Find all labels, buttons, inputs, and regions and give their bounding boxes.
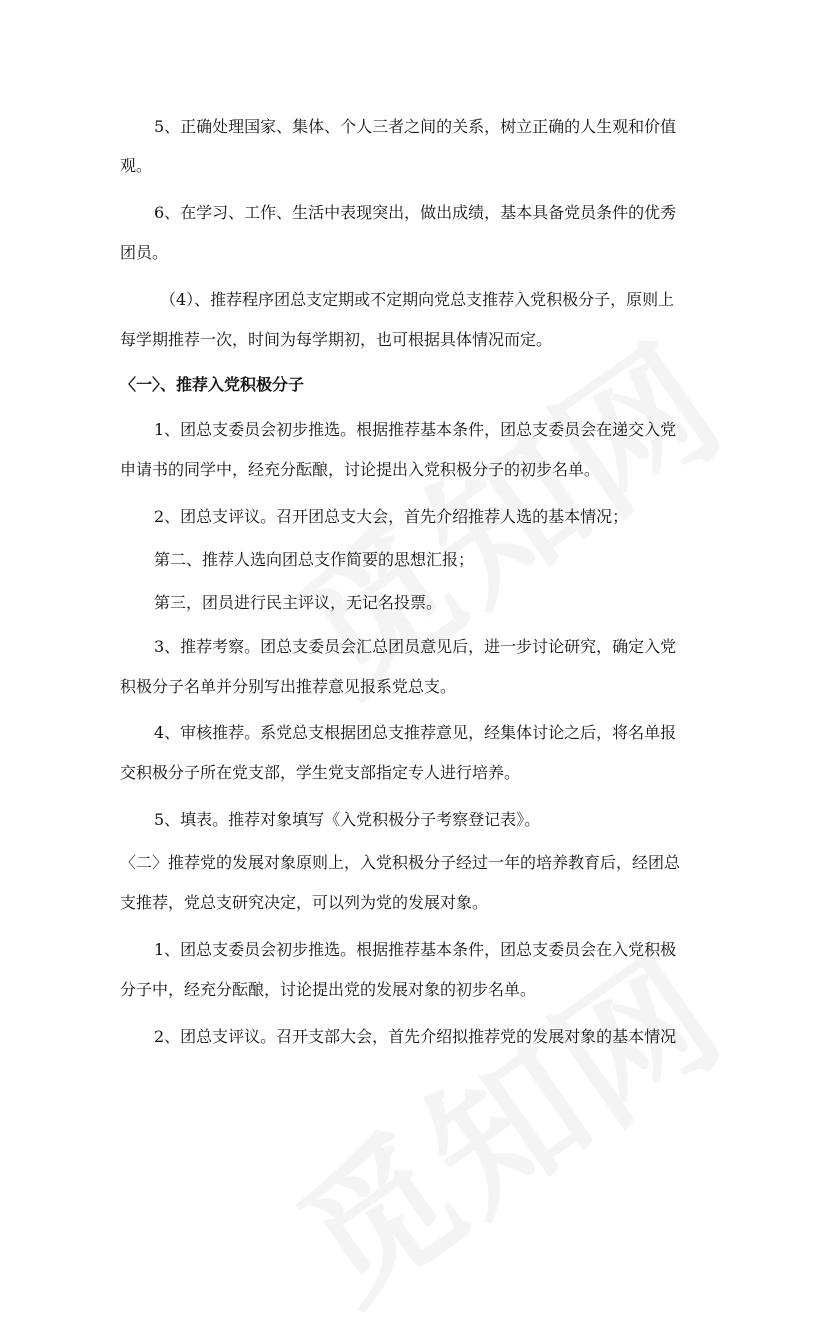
paragraph-line: 分子中，经充分酝酿，讨论提出党的发展对象的初步名单。 bbox=[120, 980, 537, 999]
paragraph-line: 2、团总支评议。召开支部大会，首先介绍拟推荐党的发展对象的基本情况 bbox=[154, 1027, 677, 1046]
section-heading: 〈一〉、推荐入党积极分子 bbox=[120, 375, 305, 394]
paragraph-line: 交积极分子所在党支部，学生党支部指定专人进行培养。 bbox=[120, 763, 521, 782]
paragraph-line: 支推荐，党总支研究决定，可以列为党的发展对象。 bbox=[120, 893, 489, 912]
paragraph-line: 5、填表。推荐对象填写《入党积极分子考察登记表》。 bbox=[154, 810, 541, 829]
paragraph-line: 5、正确处理国家、集体、个人三者之间的关系，树立正确的人生观和价值 bbox=[154, 117, 677, 136]
paragraph-line: 积极分子名单并分别写出推荐意见报系党总支。 bbox=[120, 677, 457, 696]
paragraph-line: 每学期推荐一次，时间为每学期初，也可根据具体情况而定。 bbox=[120, 330, 553, 349]
paragraph-line: 6、在学习、工作、生活中表现突出，做出成绩，基本具备党员条件的优秀 bbox=[154, 203, 677, 222]
paragraph-line: 4、审核推荐。系党总支根据团总支推荐意见，经集体讨论之后，将名单报 bbox=[154, 723, 677, 742]
paragraph-line: 观。 bbox=[120, 156, 153, 175]
paragraph-line: 3、推荐考察。团总支委员会汇总团员意见后，进一步讨论研究，确定入党 bbox=[154, 637, 677, 656]
paragraph-line: 申请书的同学中，经充分酝酿，讨论提出入党积极分子的初步名单。 bbox=[120, 460, 601, 479]
paragraph-line: 2、团总支评议。召开团总支大会，首先介绍推荐人选的基本情况； bbox=[154, 507, 629, 526]
section-heading: 〈二〉推荐党的发展对象原则上，入党积极分子经过一年的培养教育后，经团总 bbox=[120, 853, 681, 872]
paragraph-line: 第二、推荐人选向团总支作简要的思想汇报； bbox=[154, 550, 475, 569]
paragraph-line: 第三，团员进行民主评议，无记名投票。 bbox=[154, 593, 443, 612]
paragraph-line: 1、团总支委员会初步推选。根据推荐基本条件，团总支委员会在递交入党 bbox=[154, 420, 677, 439]
paragraph-line: 团员。 bbox=[120, 243, 169, 262]
paragraph-line: 1、团总支委员会初步推选。根据推荐基本条件，团总支委员会在入党积极 bbox=[154, 940, 677, 959]
paragraph-line: （4）、推荐程序团总支定期或不定期向党总支推荐入党积极分子，原则上 bbox=[160, 290, 675, 309]
